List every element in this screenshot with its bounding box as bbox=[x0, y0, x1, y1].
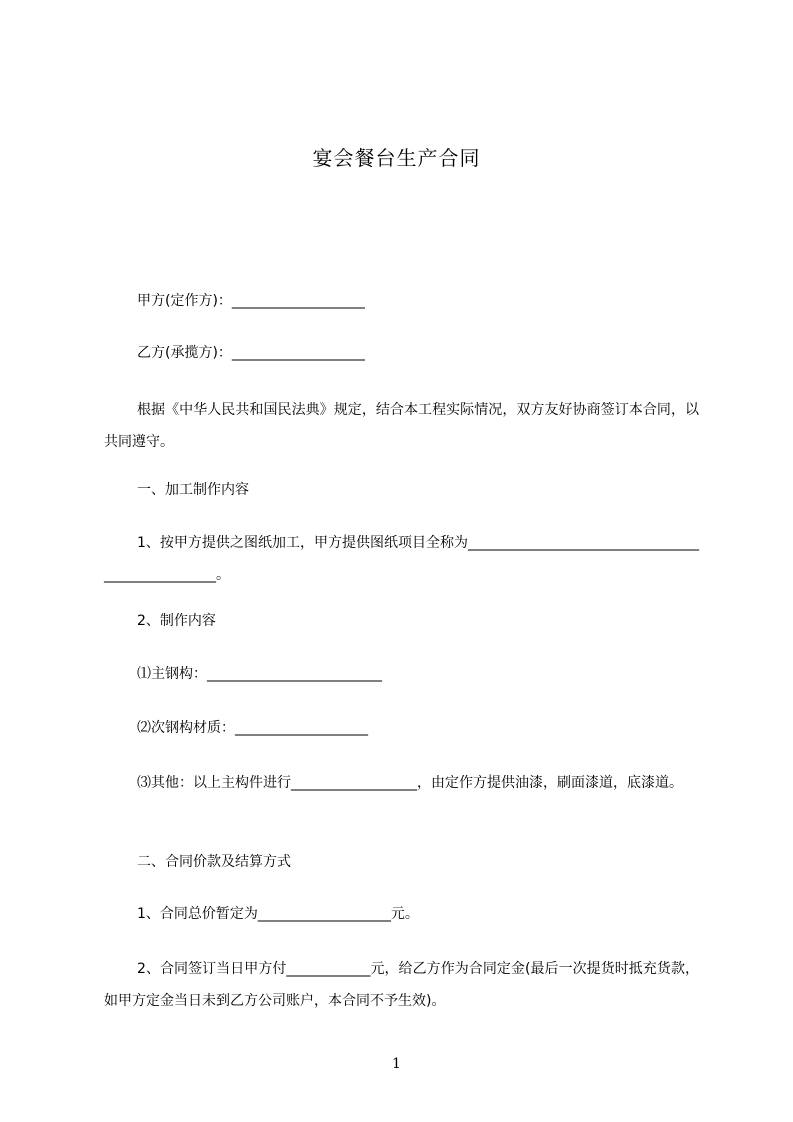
section-1-heading: 一、加工制作内容 bbox=[137, 482, 249, 498]
sub-item-3-paragraph: ⑶其他：以上主构件进行__________________，由定作方提供油漆，刷面漆道，底漆道。 bbox=[137, 775, 683, 791]
sub-item-1: ⑴主钢构：_________________________ bbox=[137, 666, 382, 682]
preamble-paragraph: 根据《中华人民共和国民法典》规定，结合本工程实际情况，双方友好协商签订本合同，以共同遵守。 bbox=[104, 402, 699, 450]
section-2-heading: 二、合同价款及结算方式 bbox=[137, 854, 291, 870]
party-a-line: 甲方(定作方)：___________________ bbox=[137, 293, 365, 309]
item-2-2-paragraph: 2、合同签订当日甲方付____________元，给乙方作为合同定金(最后一次提货时抵充货款，如甲方定金当日未到乙方公司账户，本合同不予生效)。 bbox=[104, 961, 699, 1009]
party-b-line: 乙方(承揽方)：___________________ bbox=[137, 345, 365, 361]
item-2-1-line: 1、合同总价暂定为___________________元。 bbox=[137, 906, 419, 922]
item-1-1-paragraph: 1、按甲方提供之图纸加工，甲方提供图纸项目全称为_________________________________________________。 bbox=[104, 535, 699, 583]
page-number: 1 bbox=[392, 1056, 401, 1072]
sub-item-2: ⑵次钢构材质：___________________ bbox=[137, 720, 368, 736]
document-title: 宴会餐台生产合同 bbox=[312, 146, 481, 170]
item-1-2-line: 2、制作内容 bbox=[137, 613, 216, 629]
